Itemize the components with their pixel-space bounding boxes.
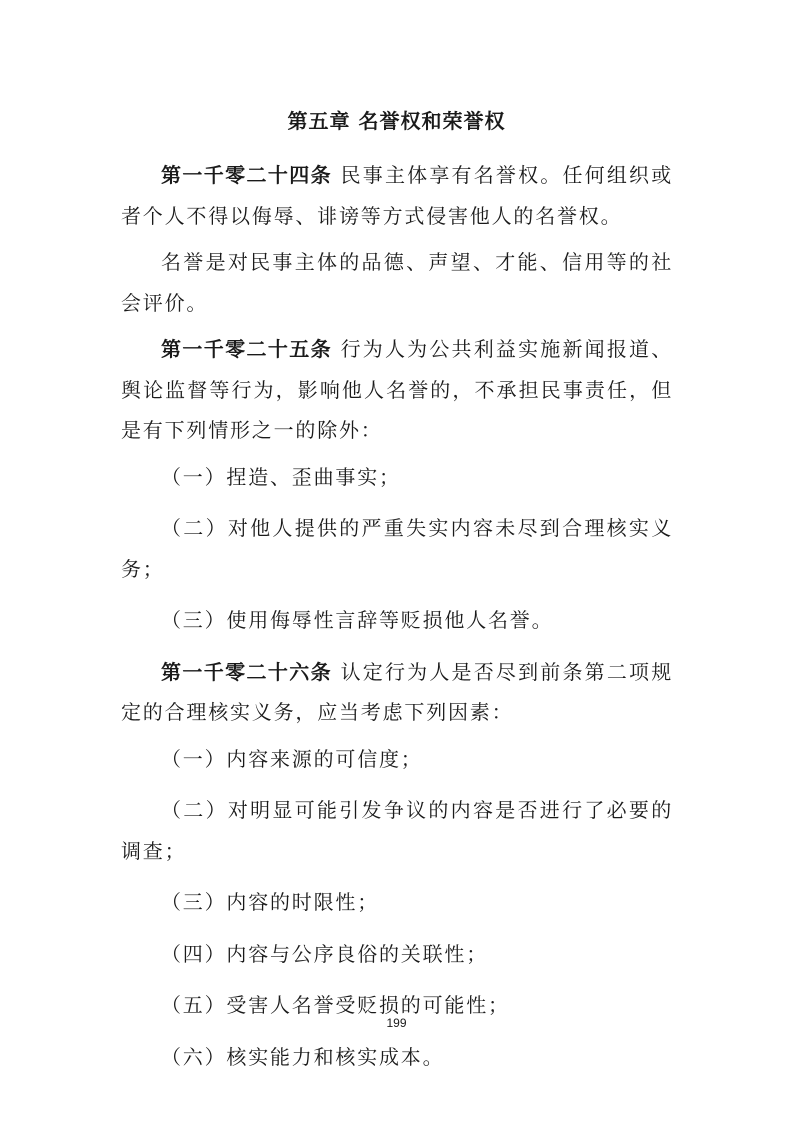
- article-heading: 第一千零二十四条: [161, 163, 333, 187]
- list-item: （六）核实能力和核实成本。: [161, 1044, 445, 1069]
- article-heading: 第一千零二十六条: [161, 659, 333, 684]
- list-item: （二）对明显可能引发争议的内容是否进行了必要的调查；: [121, 798, 673, 863]
- list-item: （一）捏造、歪曲事实；: [161, 464, 401, 489]
- article-heading: 第一千零二十五条: [161, 337, 333, 361]
- list-item: （五）受害人名誉受贬损的可能性；: [161, 993, 510, 1017]
- chapter-title: 第五章 名誉权和荣誉权: [287, 109, 506, 133]
- article-text: 民事主体享有名誉权。任何组织或者个人不得以侮辱、诽谤等方式侵害他人的名誉权。: [121, 163, 673, 228]
- list-item: （二）对他人提供的严重失实内容未尽到合理核实义务；: [121, 516, 673, 581]
- article-paragraph: [121, 329, 673, 451]
- article-text: 认定行为人是否尽到前条第二项规定的合理核实义务，应当考虑下列因素：: [121, 659, 673, 724]
- article-paragraph: [121, 242, 673, 323]
- article-paragraph: [121, 652, 673, 733]
- list-item: （三）内容的时限性；: [161, 890, 379, 914]
- article-text: 行为人为公共利益实施新闻报道、舆论监督等行为，影响他人名誉的，不承担民事责任，但是有下列情形之一的除外：: [121, 337, 673, 442]
- list-item: （三）使用侮辱性言辞等贬损他人名誉。: [161, 608, 554, 632]
- page-number: 199: [386, 1016, 407, 1030]
- document-body: [121, 155, 673, 1088]
- list-item: （四）内容与公序良俗的关联性；: [161, 941, 488, 966]
- article-paragraph: [121, 155, 673, 236]
- list-item: （一）内容来源的可信度；: [161, 746, 423, 771]
- article-text: 名誉是对民事主体的品德、声望、才能、信用等的社会评价。: [121, 250, 673, 315]
